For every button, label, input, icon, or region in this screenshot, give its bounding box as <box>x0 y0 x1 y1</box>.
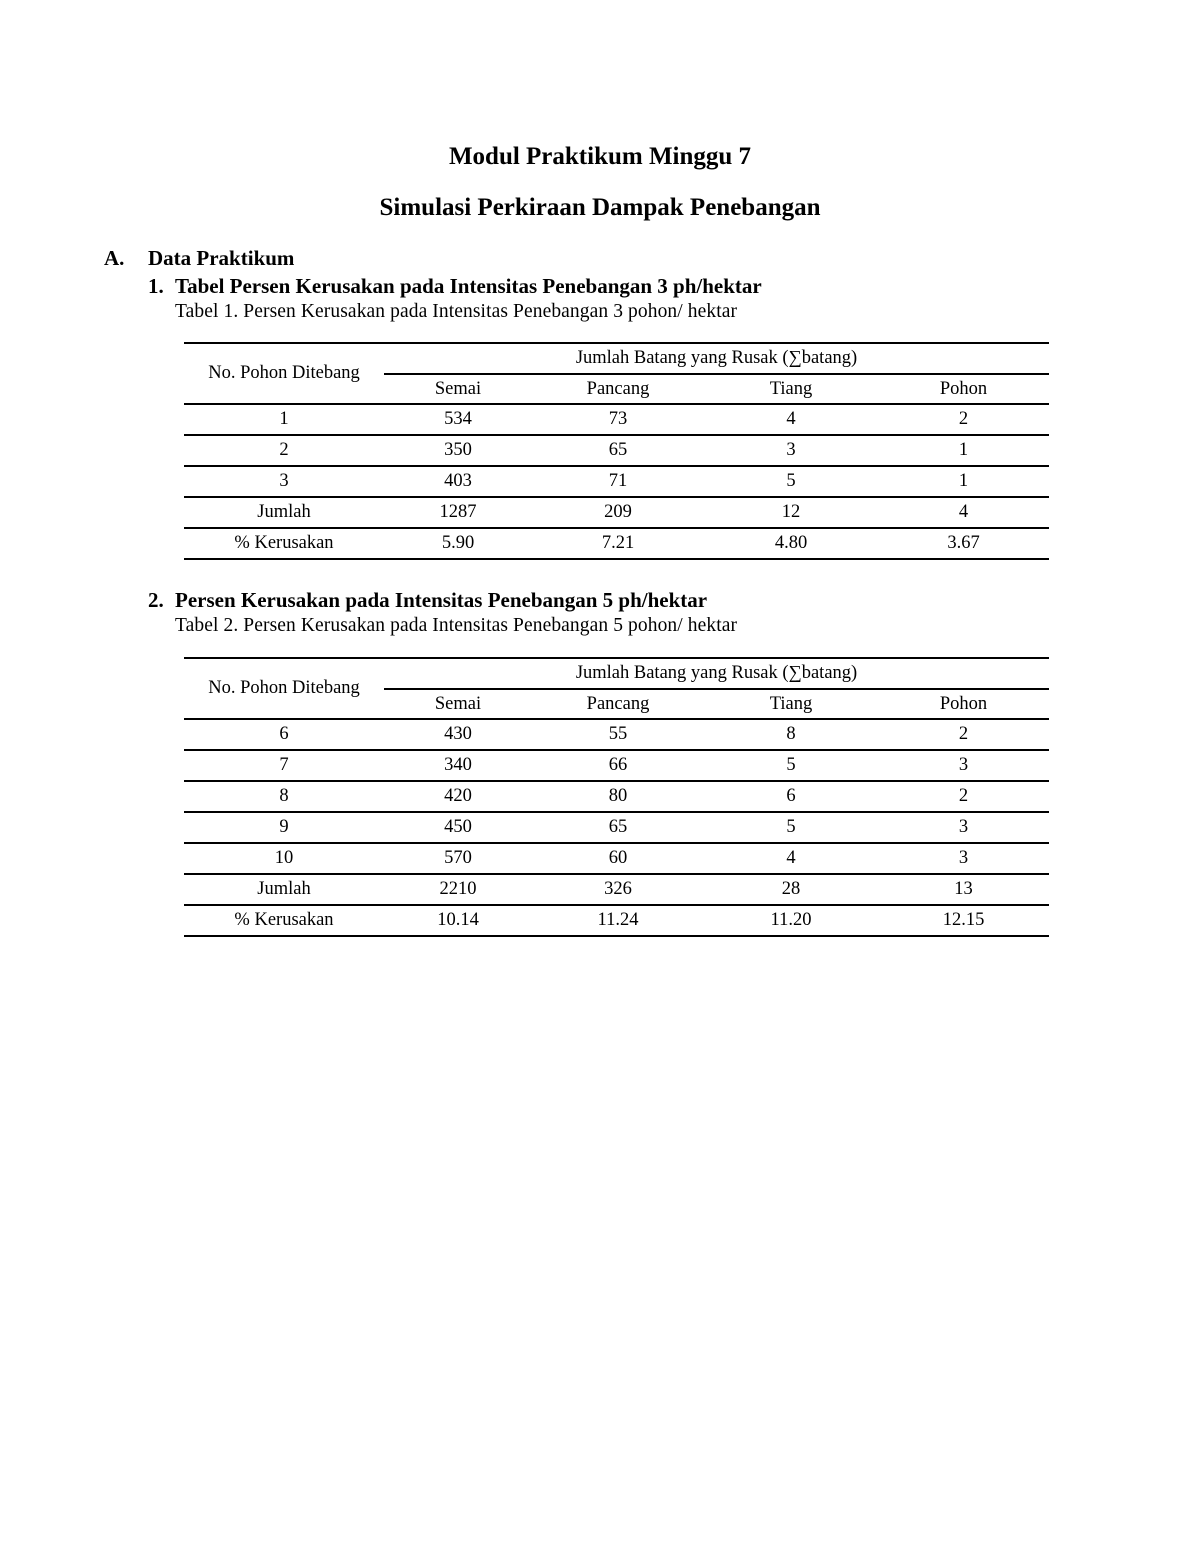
row-header: No. Pohon Ditebang <box>184 343 384 404</box>
row-label-cell: Jumlah <box>184 874 384 905</box>
table-cell: 326 <box>532 874 704 905</box>
table-cell: 10.14 <box>384 905 532 936</box>
document-subtitle: Simulasi Perkiraan Dampak Penebangan <box>379 194 821 221</box>
table-cell: 5 <box>704 812 878 843</box>
table-cell: 6 <box>704 781 878 812</box>
row-label-cell: 10 <box>184 843 384 874</box>
table-cell: 12 <box>704 497 878 528</box>
table-cell: 350 <box>384 435 532 466</box>
table-cell: 5 <box>704 466 878 497</box>
table-cell: 7.21 <box>532 528 704 559</box>
table-cell: 28 <box>704 874 878 905</box>
table-row <box>184 719 1049 750</box>
row-label-cell: 7 <box>184 750 384 781</box>
table-cell: 430 <box>384 719 532 750</box>
section-letter: A. <box>104 246 125 270</box>
row-label-cell: 9 <box>184 812 384 843</box>
column-header-pancang: Pancang <box>532 374 704 404</box>
row-label-cell: % Kerusakan <box>184 905 384 936</box>
row-label-cell: 3 <box>184 466 384 497</box>
row-label-cell: 2 <box>184 435 384 466</box>
table-cell: 8 <box>704 719 878 750</box>
table-cell: 3 <box>704 435 878 466</box>
table-cell: 2 <box>878 781 1049 812</box>
table-cell: 5 <box>704 750 878 781</box>
table-cell: 1287 <box>384 497 532 528</box>
table-row <box>184 812 1049 843</box>
table-1-caption: Tabel 1. Persen Kerusakan pada Intensitas Penebangan 3 pohon/ hektar <box>175 301 738 322</box>
table-body <box>184 719 1049 936</box>
column-header-semai: Semai <box>384 374 532 404</box>
table-cell: 534 <box>384 404 532 435</box>
table-cell: 55 <box>532 719 704 750</box>
table-body <box>184 404 1049 559</box>
table-2-heading-text: Persen Kerusakan pada Intensitas Penebangan 5 ph/hektar <box>175 588 708 612</box>
table-2-heading <box>148 588 707 613</box>
table-cell: 4 <box>704 843 878 874</box>
table-2-caption: Tabel 2. Persen Kerusakan pada Intensitas Penebangan 5 pohon/ hektar <box>175 615 738 636</box>
row-header: No. Pohon Ditebang <box>184 658 384 719</box>
table-cell: 66 <box>532 750 704 781</box>
table-cell: 340 <box>384 750 532 781</box>
document-title: Modul Praktikum Minggu 7 <box>448 143 752 170</box>
table-row <box>184 435 1049 466</box>
row-label-cell: % Kerusakan <box>184 528 384 559</box>
table-cell: 71 <box>532 466 704 497</box>
table-cell: 65 <box>532 435 704 466</box>
table-cell: 12.15 <box>878 905 1049 936</box>
table-cell: 13 <box>878 874 1049 905</box>
table-1-heading <box>148 274 762 299</box>
column-header-pancang: Pancang <box>532 689 704 719</box>
table-cell: 3 <box>878 750 1049 781</box>
table-row <box>184 466 1049 497</box>
column-header-tiang: Tiang <box>704 374 878 404</box>
table-cell: 2210 <box>384 874 532 905</box>
table-row <box>184 874 1049 905</box>
table-2-number: 2. <box>148 588 164 612</box>
table-cell: 209 <box>532 497 704 528</box>
table-cell: 2 <box>878 719 1049 750</box>
table-cell: 420 <box>384 781 532 812</box>
table-cell: 4 <box>878 497 1049 528</box>
table-cell: 570 <box>384 843 532 874</box>
table-cell: 403 <box>384 466 532 497</box>
table-cell: 4 <box>704 404 878 435</box>
table-cell: 3 <box>878 843 1049 874</box>
section-label: Data Praktikum <box>148 246 295 270</box>
group-header: Jumlah Batang yang Rusak (∑batang) <box>384 658 1049 689</box>
table-cell: 2 <box>878 404 1049 435</box>
table-cell: 1 <box>878 466 1049 497</box>
column-header-tiang: Tiang <box>704 689 878 719</box>
damage-table-1 <box>184 342 1049 560</box>
column-header-pohon: Pohon <box>878 689 1049 719</box>
row-label-cell: 6 <box>184 719 384 750</box>
table-cell: 65 <box>532 812 704 843</box>
table-row <box>184 528 1049 559</box>
damage-table-2 <box>184 657 1049 937</box>
table-cell: 11.20 <box>704 905 878 936</box>
table-1-number: 1. <box>148 274 164 298</box>
table-cell: 4.80 <box>704 528 878 559</box>
row-label-cell: 8 <box>184 781 384 812</box>
table-cell: 3 <box>878 812 1049 843</box>
table-cell: 11.24 <box>532 905 704 936</box>
table-row <box>184 905 1049 936</box>
row-label-cell: Jumlah <box>184 497 384 528</box>
table-cell: 3.67 <box>878 528 1049 559</box>
table-cell: 450 <box>384 812 532 843</box>
row-label-cell: 1 <box>184 404 384 435</box>
table-cell: 60 <box>532 843 704 874</box>
column-header-pohon: Pohon <box>878 374 1049 404</box>
section-heading <box>104 246 294 271</box>
table-row <box>184 497 1049 528</box>
table-cell: 73 <box>532 404 704 435</box>
table-cell: 5.90 <box>384 528 532 559</box>
group-header: Jumlah Batang yang Rusak (∑batang) <box>384 343 1049 374</box>
column-header-semai: Semai <box>384 689 532 719</box>
table-cell: 80 <box>532 781 704 812</box>
table-row <box>184 781 1049 812</box>
table-row <box>184 843 1049 874</box>
table-row <box>184 750 1049 781</box>
table-row <box>184 404 1049 435</box>
table-1-heading-text: Tabel Persen Kerusakan pada Intensitas Penebangan 3 ph/hektar <box>175 274 762 298</box>
table-cell: 1 <box>878 435 1049 466</box>
